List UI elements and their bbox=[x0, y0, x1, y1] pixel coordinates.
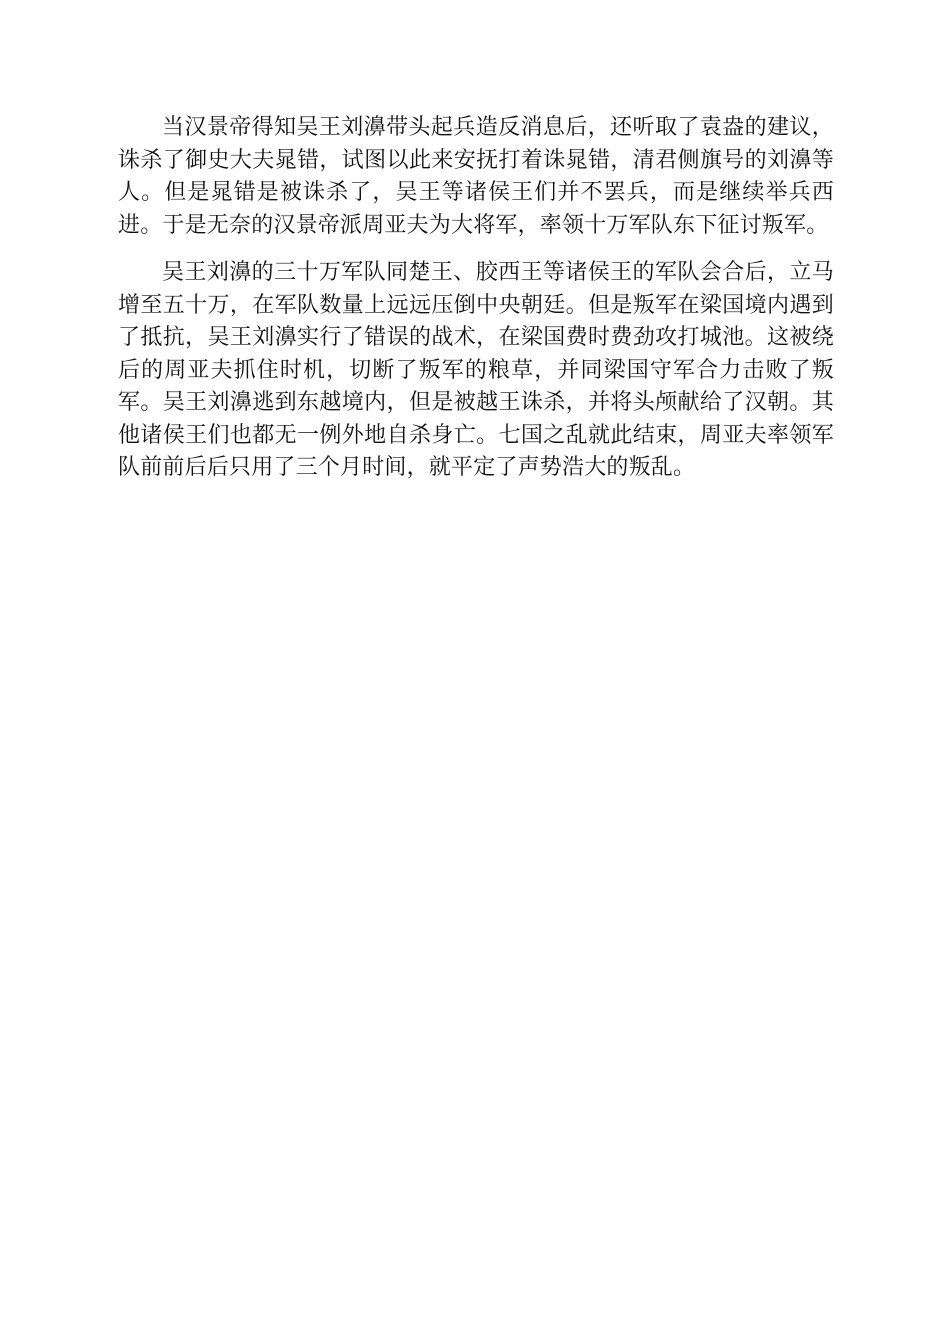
paragraph-1: 当汉景帝得知吴王刘濞带头起兵造反消息后，还听取了袁盎的建议，诛杀了御史大夫晁错，试图以此来安抚打着诛晁错，清君侧旗号的刘濞等人。但是晁错是被诛杀了，吴王等诸侯王们并不罢兵，而是继续举兵西进。于是无奈的汉景帝派周亚夫为大将军，率领十万军队东下征讨叛军。 bbox=[118, 115, 834, 238]
paragraph-2: 吴王刘濞的三十万军队同楚王、胶西王等诸侯王的军队会合后，立马增至五十万，在军队数量上远远压倒中央朝廷。但是叛军在梁国境内遇到了抵抗，吴王刘濞实行了错误的战术，在梁国费时费劲攻打城池。这被绕后的周亚夫抓住时机，切断了叛军的粮草，并同梁国守军合力击败了叛军。吴王刘濞逃到东越境内，但是被越王诛杀，并将头颅献给了汉朝。其他诸侯王们也都无一例外地自杀身亡。七国之乱就此结束，周亚夫率领军队前前后后只用了三个月时间，就平定了声势浩大的叛乱。 bbox=[118, 260, 834, 480]
document-body bbox=[118, 112, 834, 500]
